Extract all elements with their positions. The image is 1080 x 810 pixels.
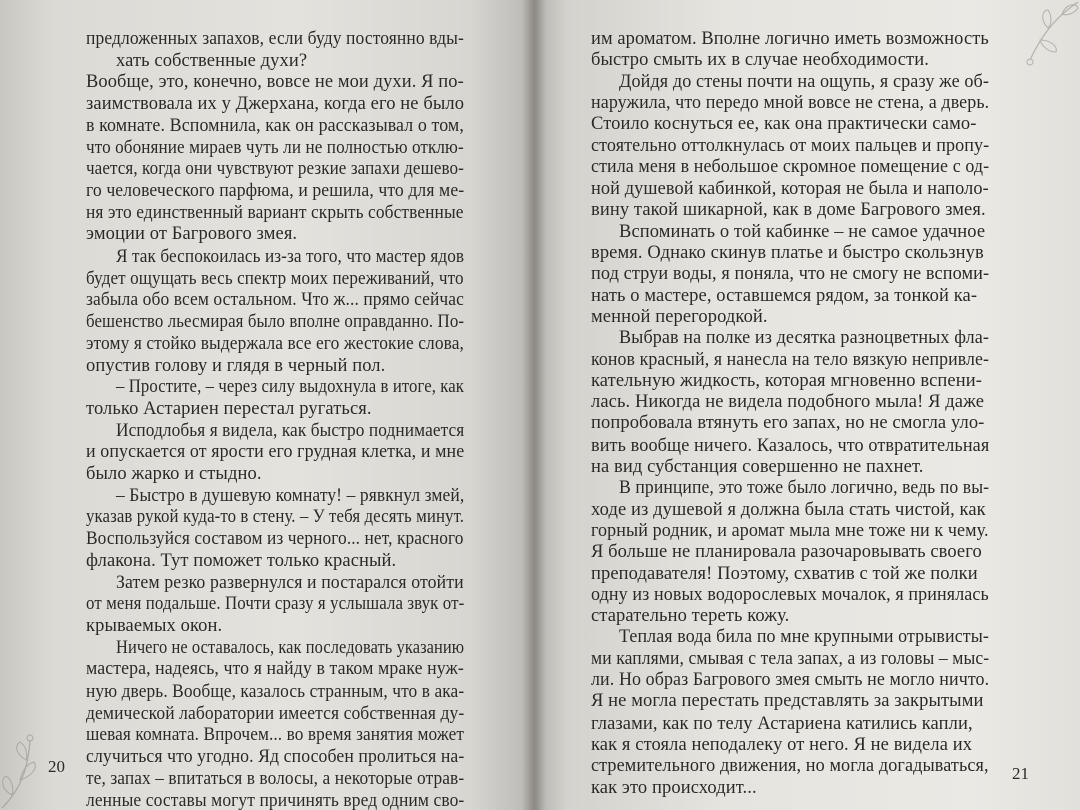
text-line: демической лаборатории имеется собственная ду- [86, 703, 465, 724]
text-line: ня это единственный вариант скрыть собственные [86, 202, 464, 223]
text-line: преподавателя! Поэтому, схватив с той же полки [591, 563, 978, 584]
left-page [0, 0, 534, 810]
text-line: – Простите, – через силу выдохнула в итоге, как [116, 377, 464, 398]
text-line: быстро смыть их в случае необходимости. [591, 50, 929, 71]
text-line: крываемых окон. [86, 615, 223, 636]
text-line: вить вообще ничего. Казалось, что отвратительная [591, 435, 990, 456]
text-line: ленные составы могут причинять вред одним сво- [86, 790, 465, 810]
text-line: Я так беспокоилась из-за того, что мастер ядов [116, 247, 465, 267]
text-line: Воспользуйся составом из черного... нет, красного [86, 529, 464, 550]
text-line: опустив голову и глядя в черный пол. [86, 355, 386, 376]
text-line: хать собственные духи? [116, 50, 308, 71]
text-line: Стоило коснуться ее, как она практически само- [591, 114, 977, 135]
text-line: Выбрав на полке из десятка разноцветных фла- [619, 328, 989, 349]
text-line: шевая комната. Впрочем... во время занятия может [86, 725, 465, 746]
text-line: одну из новых водорослевых мочалок, я принялась [591, 584, 989, 605]
text-line: только Астариен перестал ругаться. [86, 398, 372, 419]
text-line: Затем резко развернулся и постарался отойти [116, 572, 464, 593]
text-line: стоятельно оттолкнулась от моих пальцев и пропу- [591, 135, 990, 156]
text-line: менной перегородкой. [591, 306, 768, 327]
text-line: как я стояла неподалеку от него. Я не видела их [591, 734, 973, 755]
text-line: старательно тереть кожу. [591, 606, 790, 627]
text-line: флакона. Тут поможет только красный. [86, 550, 397, 571]
text-line: наружила, что передо мной вовсе не стена, а дверь. [591, 92, 990, 113]
text-line: Вообще, это, конечно, вовсе не мои духи. Я по- [86, 72, 464, 93]
text-line: Дойдя до стены почти на ощупь, я сразу же об- [619, 71, 990, 92]
text-line: на вид субстанция совершенно не пахнет. [591, 457, 924, 477]
floral-ornament-icon [1000, 0, 1080, 70]
text-line: чается, когда они чувствуют резкие запахи дешево- [86, 159, 464, 180]
text-line: случиться что угодно. Яд способен пролиться на- [86, 747, 465, 768]
text-line: предложенных запахов, если буду постоянно вды- [86, 29, 464, 49]
text-line: Я не могла перестать представлять за закрытыми [591, 691, 984, 712]
text-line: эмоции от Багрового змея. [86, 224, 298, 245]
text-line: и опускается от ярости его грудная клетка, и мне [86, 442, 465, 463]
text-line: от меня подальше. Почти сразу я услышала звук от- [86, 594, 465, 615]
text-line: заимствовала их у Джерхана, когда его не было [86, 94, 465, 115]
text-line: стремительного движения, но могла догадываться, [591, 756, 989, 777]
text-line: будет ощущать весь спектр моих переживаний, что [86, 268, 464, 289]
text-line: Теплая вода била по мне крупными отрывисты- [619, 627, 989, 648]
text-line: стила меня в небольшое скромное помещение с од- [591, 156, 990, 177]
text-line: конов красный, я нанесла на тело вязкую непривле- [591, 349, 990, 370]
text-line: В принципе, это тоже было логично, ведь по вы- [619, 478, 990, 499]
text-line: забыла обо всем остальном. Что ж... прямо сейчас [86, 290, 464, 311]
text-line: время. Однако скинув платье и быстро скользнув [591, 243, 984, 263]
text-line: ли. Но образ Багрового змея смыть не могло ничто. [591, 670, 990, 690]
text-line: что обоняние мираев чуть ли не полностью отклю- [86, 137, 464, 158]
text-line: в комнате. Вспомнила, как он рассказывал о том, [86, 115, 464, 136]
text-line: горный родник, и аромат мыла мне тоже ни к чему. [591, 520, 989, 541]
text-line: нать о мастере, оставшемся рядом, за тонкой ка- [591, 285, 978, 306]
text-line: указав рукой куда-то в стену. – У тебя десять минут. [86, 507, 465, 528]
book-gutter [522, 0, 546, 810]
text-line: ми каплями, смывая с тела запах, а из головы – мыс- [591, 648, 990, 669]
text-line: вину такой шикарной, как в доме Багрового змея. [591, 200, 986, 221]
text-line: – Быстро в душевую комнату! – рявкнул змей, [116, 485, 465, 506]
text-line: этому я стойко выдержала все его жестокие слова, [86, 333, 464, 354]
text-line: Вспоминать о той кабинке – не самое удачное [619, 221, 986, 242]
text-line: те, запах – впитаться в волосы, а некоторые отрав- [86, 768, 465, 789]
text-line: Исподлобья я видела, как быстро поднимается [116, 420, 465, 441]
text-line: ходе из душевой я должна была стать чистой, как [591, 499, 986, 520]
text-line: бешенство льесмирая было вполне оправданно. По- [86, 312, 465, 333]
text-line: лась. Никогда не видела подобного мыла! Я даже [591, 392, 985, 413]
text-line: было жарко и стыдно. [86, 464, 262, 484]
text-line: как это происходит... [591, 777, 757, 798]
text-line: мастера, надеясь, что я найду в таком мраке нуж- [86, 659, 464, 680]
text-line: кательную жидкость, которая мгновенно вспени- [591, 370, 982, 391]
text-line: ную дверь. Вообще, казалось странным, что в ака- [86, 682, 465, 702]
text-line: Я больше не планировала разочаровывать своего [591, 542, 982, 563]
right-page [534, 0, 1080, 810]
text-line: попробовала втянуть его запах, но не смогла уло- [591, 413, 985, 434]
text-line: го человеческого парфюма, и решила, что для ме- [86, 180, 465, 201]
text-line: Ничего не оставалось, как последовать указанию [116, 637, 465, 658]
text-line: под струи воды, я поняла, что не смогу не вспоми- [591, 264, 990, 285]
text-line: им ароматом. Вполне логично иметь возможность [591, 29, 989, 49]
page-number-right: 21 [1012, 764, 1029, 783]
text-line: глазами, как по телу Астариена катились капли, [591, 713, 973, 734]
page-number-left: 20 [48, 757, 65, 776]
text-line: ной душевой кабинкой, которая не была и наполо- [591, 179, 989, 200]
